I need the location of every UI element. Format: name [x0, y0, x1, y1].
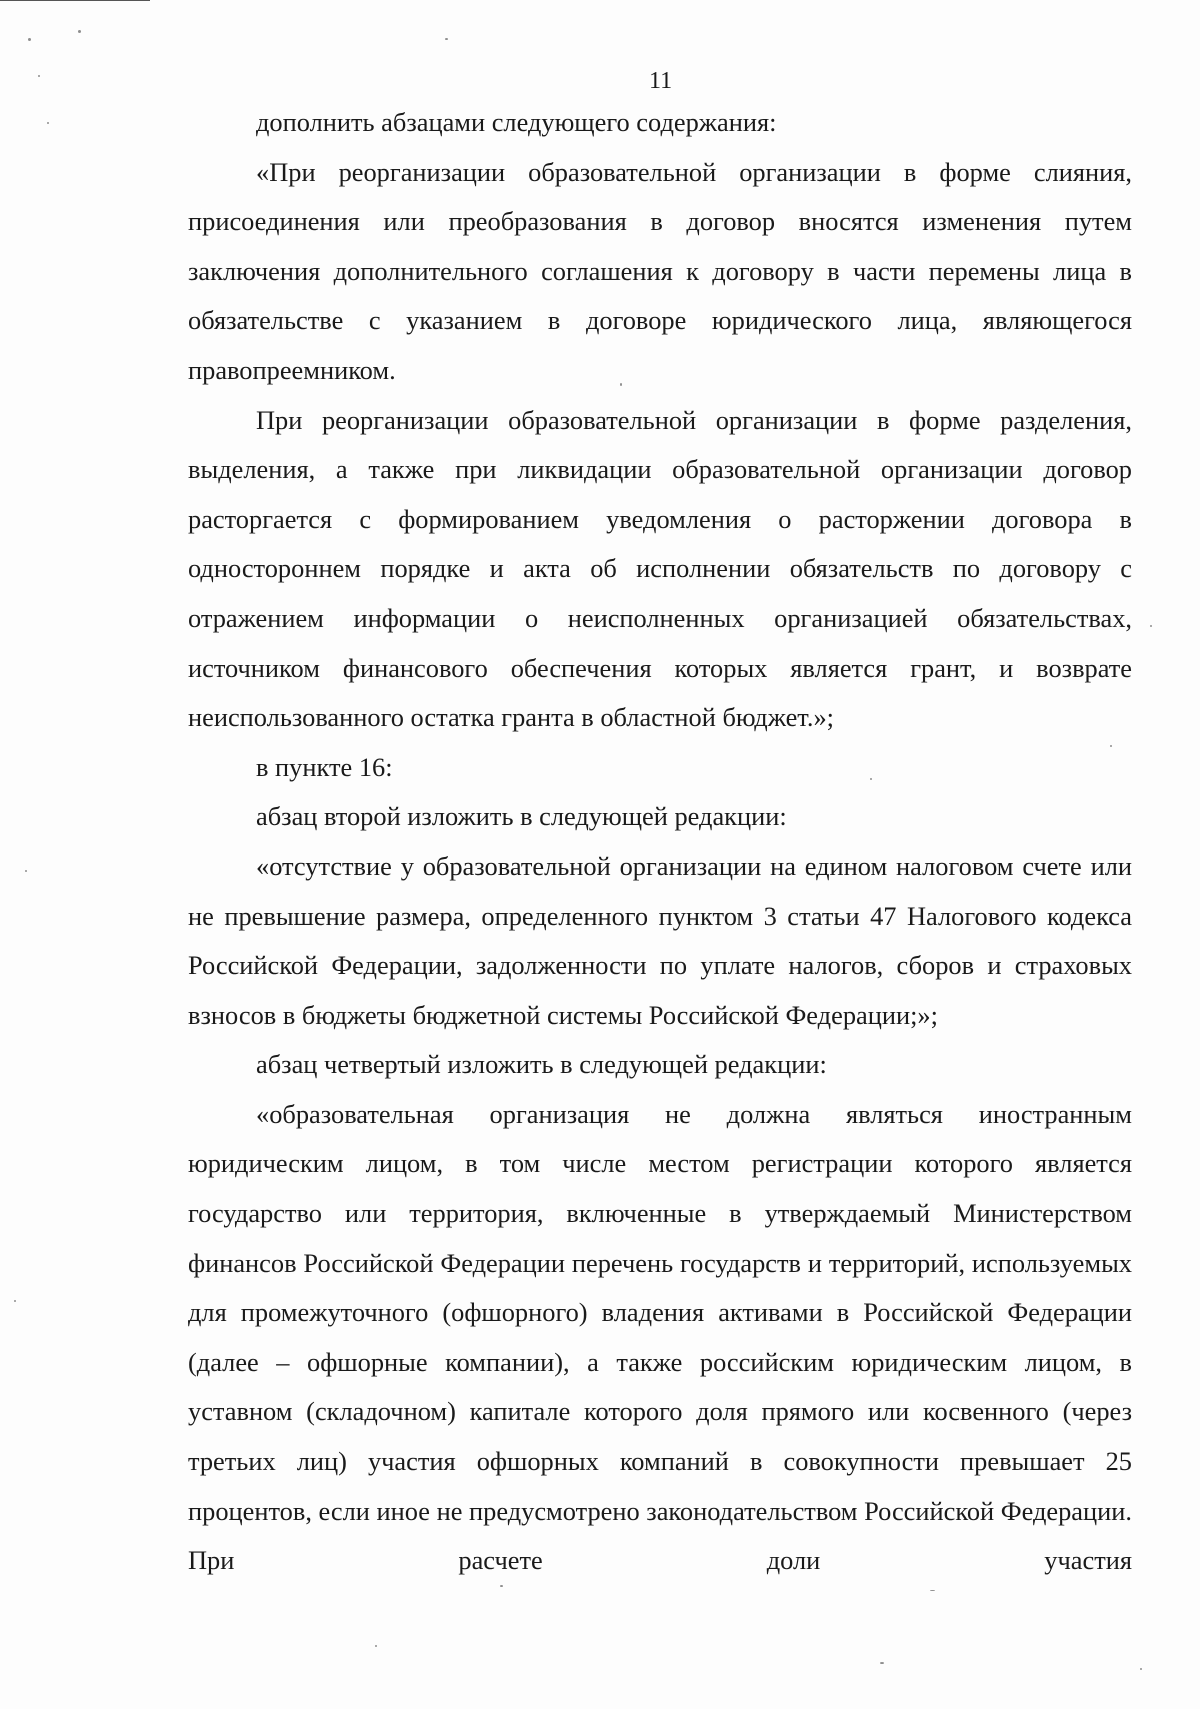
- scan-speck: [500, 1585, 503, 1587]
- scan-speck: [375, 1645, 377, 1647]
- paragraph-tax-debt: «отсутствие у образовательной организации на едином налоговом счете или не превышение размера, определенного пунктом 3 статьи 47 Налогового кодекса Российской Федерации, задолженности по уплате налогов, сборов и страховых взносов в бюджеты бюджетной системы Российской Федерации;»;: [188, 850, 1132, 1030]
- scan-speck: [1150, 625, 1152, 627]
- scan-speck: [47, 122, 49, 124]
- page-number: 11: [649, 68, 673, 94]
- scan-speck: [25, 870, 27, 872]
- paragraph-intro: дополнить абзацами следующего содержания:: [256, 107, 777, 137]
- paragraph-reorganization-merger: «При реорганизации образовательной организации в форме слияния, присоединения или преобразования в договор вносятся изменения путем заключения дополнительного соглашения к договору в части перемены лица в обязательстве с указанием в договоре юридического лица, являющегося правопреемником.: [188, 156, 1132, 385]
- scan-speck: [78, 30, 81, 33]
- scan-speck: [870, 778, 872, 780]
- scan-speck: [930, 1590, 935, 1591]
- paragraph-point-16: в пункте 16:: [256, 751, 393, 782]
- scan-speck: [1110, 745, 1112, 747]
- paragraph-second-abzac-heading: абзац второй изложить в следующей редакции:: [256, 801, 787, 832]
- scan-speck: [445, 38, 448, 40]
- paragraph-offshore: «образовательная организация не должна являться иностранным юридическим лицом, в том числе местом регистрации которого является государство или территория, включенные в утверждаемый Министерством финансов Российской Федерации перечень государств и территорий, используемых для промежуточного (офшорного) владения активами в Российской Федерации (далее – офшорные компании), а также российским юридическим лицом, в уставном (складочном) капитале которого доля прямого или косвенного (через третьих лиц) участия офшорных компаний в совокупности превышает 25 процентов, если иное не предусмотрено законодательством Российской Федерации. При расчете доли участия: [188, 1098, 1132, 1576]
- scan-speck: [1140, 1668, 1142, 1670]
- scan-speck: [620, 383, 622, 386]
- scan-edge-line: [0, 0, 150, 1]
- paragraph-fourth-abzac-heading: абзац четвертый изложить в следующей редакции:: [256, 1049, 827, 1080]
- scan-speck: [880, 1662, 884, 1664]
- paragraph-reorganization-division: При реорганизации образовательной организации в форме разделения, выделения, а также при ликвидации образовательной организации договор расторгается с формированием уведомления о расторжении договора в одностороннем порядке и акта об исполнении обязательств по договору с отражением информации о неисполненных организацией обязательствах, источником финансового обеспечения которых является грант, и возврате неиспользованного остатка гранта в областной бюджет.»;: [188, 404, 1132, 733]
- scan-speck: [14, 1300, 16, 1302]
- scan-speck: [38, 75, 40, 77]
- document-body: [188, 98, 1132, 1586]
- scan-speck: [28, 38, 31, 41]
